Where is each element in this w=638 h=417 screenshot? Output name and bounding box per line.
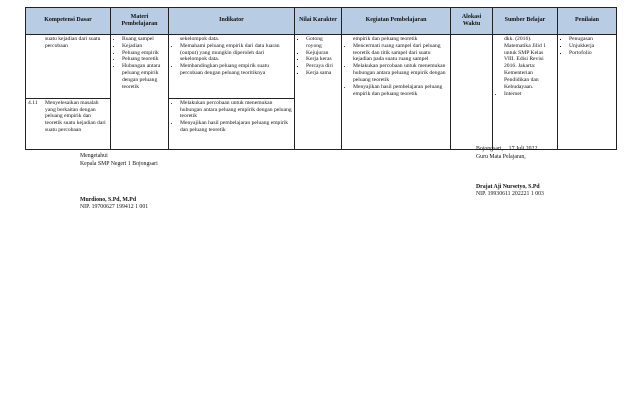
syllabus-table xyxy=(25,7,617,150)
list-item: • Membandingkan peluang empirik suatu percobaan dengan peluang teoritiknya xyxy=(180,63,292,77)
table-header-row xyxy=(26,8,617,35)
kd-cell xyxy=(26,98,111,149)
indikator-cell xyxy=(169,35,295,99)
header-penilaian: Penilaian xyxy=(558,8,617,35)
indikator-cell xyxy=(169,98,295,149)
list-item: ▪ Percaya diri xyxy=(306,63,339,70)
penilaian-cell xyxy=(558,35,617,99)
signature-title: Guru Mata Pelajaran, xyxy=(476,153,526,160)
list-item: • Menyajikan hasil pembelajaran peluang empirik dan peluang teoretik xyxy=(353,84,448,98)
list-item: • Hubungan antara peluang empirik dengan peluang teoretik xyxy=(122,63,166,90)
materi-cell-continued xyxy=(111,98,169,149)
list-item: • Peluang empirik xyxy=(122,50,166,57)
signature-principal xyxy=(80,153,158,212)
header-nilai-karakter: Nilai Karakter xyxy=(295,8,342,35)
list-item: • Ruang sampel xyxy=(122,36,166,43)
list-item: • Internet xyxy=(504,91,555,98)
penilaian-list xyxy=(560,36,614,56)
nilai-cell xyxy=(295,35,342,99)
sumber-cell xyxy=(493,35,558,99)
indikator-lead: sekelompok data. xyxy=(180,36,220,42)
sumber-cell-continued xyxy=(493,98,558,149)
kd-number: 4.11 xyxy=(28,99,38,106)
materi-list xyxy=(113,36,166,91)
nilai-list xyxy=(297,36,339,77)
list-item: ▪ Unjukkerja xyxy=(569,43,614,50)
list-item: ▪ Kerja keras xyxy=(306,56,339,63)
header-indikator: Indikator xyxy=(169,8,295,35)
penilaian-cell-continued xyxy=(558,98,617,149)
sumber-lead: dkk. (2016). Matematika Jilid 1 untuk SMP Kelas VIII. Edisi Revisi 2016. Jakarta: Kementerian Pendidikan dan Kebudayaan. xyxy=(504,36,546,90)
signature-title: Kepala SMP Negeri 1 Bojongsari xyxy=(80,160,158,167)
list-item: • Melakukan percobaan untuk menemukan hubungan antara peluang empirik dengan peluang teoretik xyxy=(180,100,292,120)
kd-text: suatu kejadian dari suatu percobaan xyxy=(45,36,101,49)
signature-name: Drajat Aji Nursetyo, S.Pd xyxy=(476,183,540,190)
list-item: • Memahami peluang empirik dari data luaran (output) yang mungkin diperoleh dari sekelompok data. xyxy=(180,43,292,63)
indikator-list xyxy=(171,43,292,77)
kegiatan-list xyxy=(344,43,448,98)
kegiatan-cell xyxy=(342,35,451,99)
header-kompetensi-dasar: Kompetensi Dasar xyxy=(26,8,111,35)
list-item: • Melakukan percobaan untuk menemukan hubungan antara peluang empirik dengan peluang teoretik xyxy=(353,63,448,83)
signature-place-date: Bojongsari, 17 Juli 2022 xyxy=(476,146,538,152)
alokasi-cell-continued xyxy=(451,98,493,149)
list-item: • Menyajikan hasil pembelajaran peluang empirik dan peluang teoretik xyxy=(180,120,292,134)
alokasi-cell xyxy=(451,35,493,99)
kd-cell xyxy=(26,35,111,99)
signature-nip: NIP. 19700627 199412 1 001 xyxy=(80,204,149,211)
list-item: ▪ Penugasan xyxy=(569,36,614,43)
list-item: ▪ Gotong royong xyxy=(306,36,339,50)
materi-cell xyxy=(111,35,169,99)
kd-text: Menyelesaikan masalah yang berkaitan dengan peluang empirik dan teoretik suatu kejadian dari suatu percobaan xyxy=(45,99,106,134)
table-row xyxy=(26,35,617,99)
indikator-list xyxy=(171,100,292,134)
list-item: ▪ Kejujuran xyxy=(306,50,339,57)
list-item: ▪ Portofolio xyxy=(569,50,614,57)
header-sumber-belajar: Sumber Belajar xyxy=(493,8,558,35)
signature-nip: NIP. 19930611 202221 1 003 xyxy=(476,191,544,198)
sumber-list xyxy=(495,91,555,98)
nilai-cell-continued xyxy=(295,98,342,149)
kegiatan-cell-continued xyxy=(342,98,451,149)
list-item: ▪ Kerja sama xyxy=(306,70,339,77)
signature-teacher xyxy=(476,146,544,199)
signature-name: Murdiono, S.Pd, M.Pd xyxy=(80,196,137,203)
header-kegiatan: Kegiatan Pembelajaran xyxy=(342,8,451,35)
list-item: • Mencermati ruang sampel dari peluang teoretik dan titik sampel dari suatu kejadian pada suatu ruang sampel xyxy=(353,43,448,63)
header-alokasi-waktu: Alokasi Waktu xyxy=(451,8,493,35)
list-item: • Kejadian xyxy=(122,43,166,50)
list-item: • Peluang teoretik xyxy=(122,56,166,63)
header-materi: Materi Pembelajaran xyxy=(111,8,169,35)
table-row xyxy=(26,98,617,149)
signature-intro: Mengetahui xyxy=(80,153,108,159)
kegiatan-lead: empirik dan peluang teoretik xyxy=(353,36,418,42)
